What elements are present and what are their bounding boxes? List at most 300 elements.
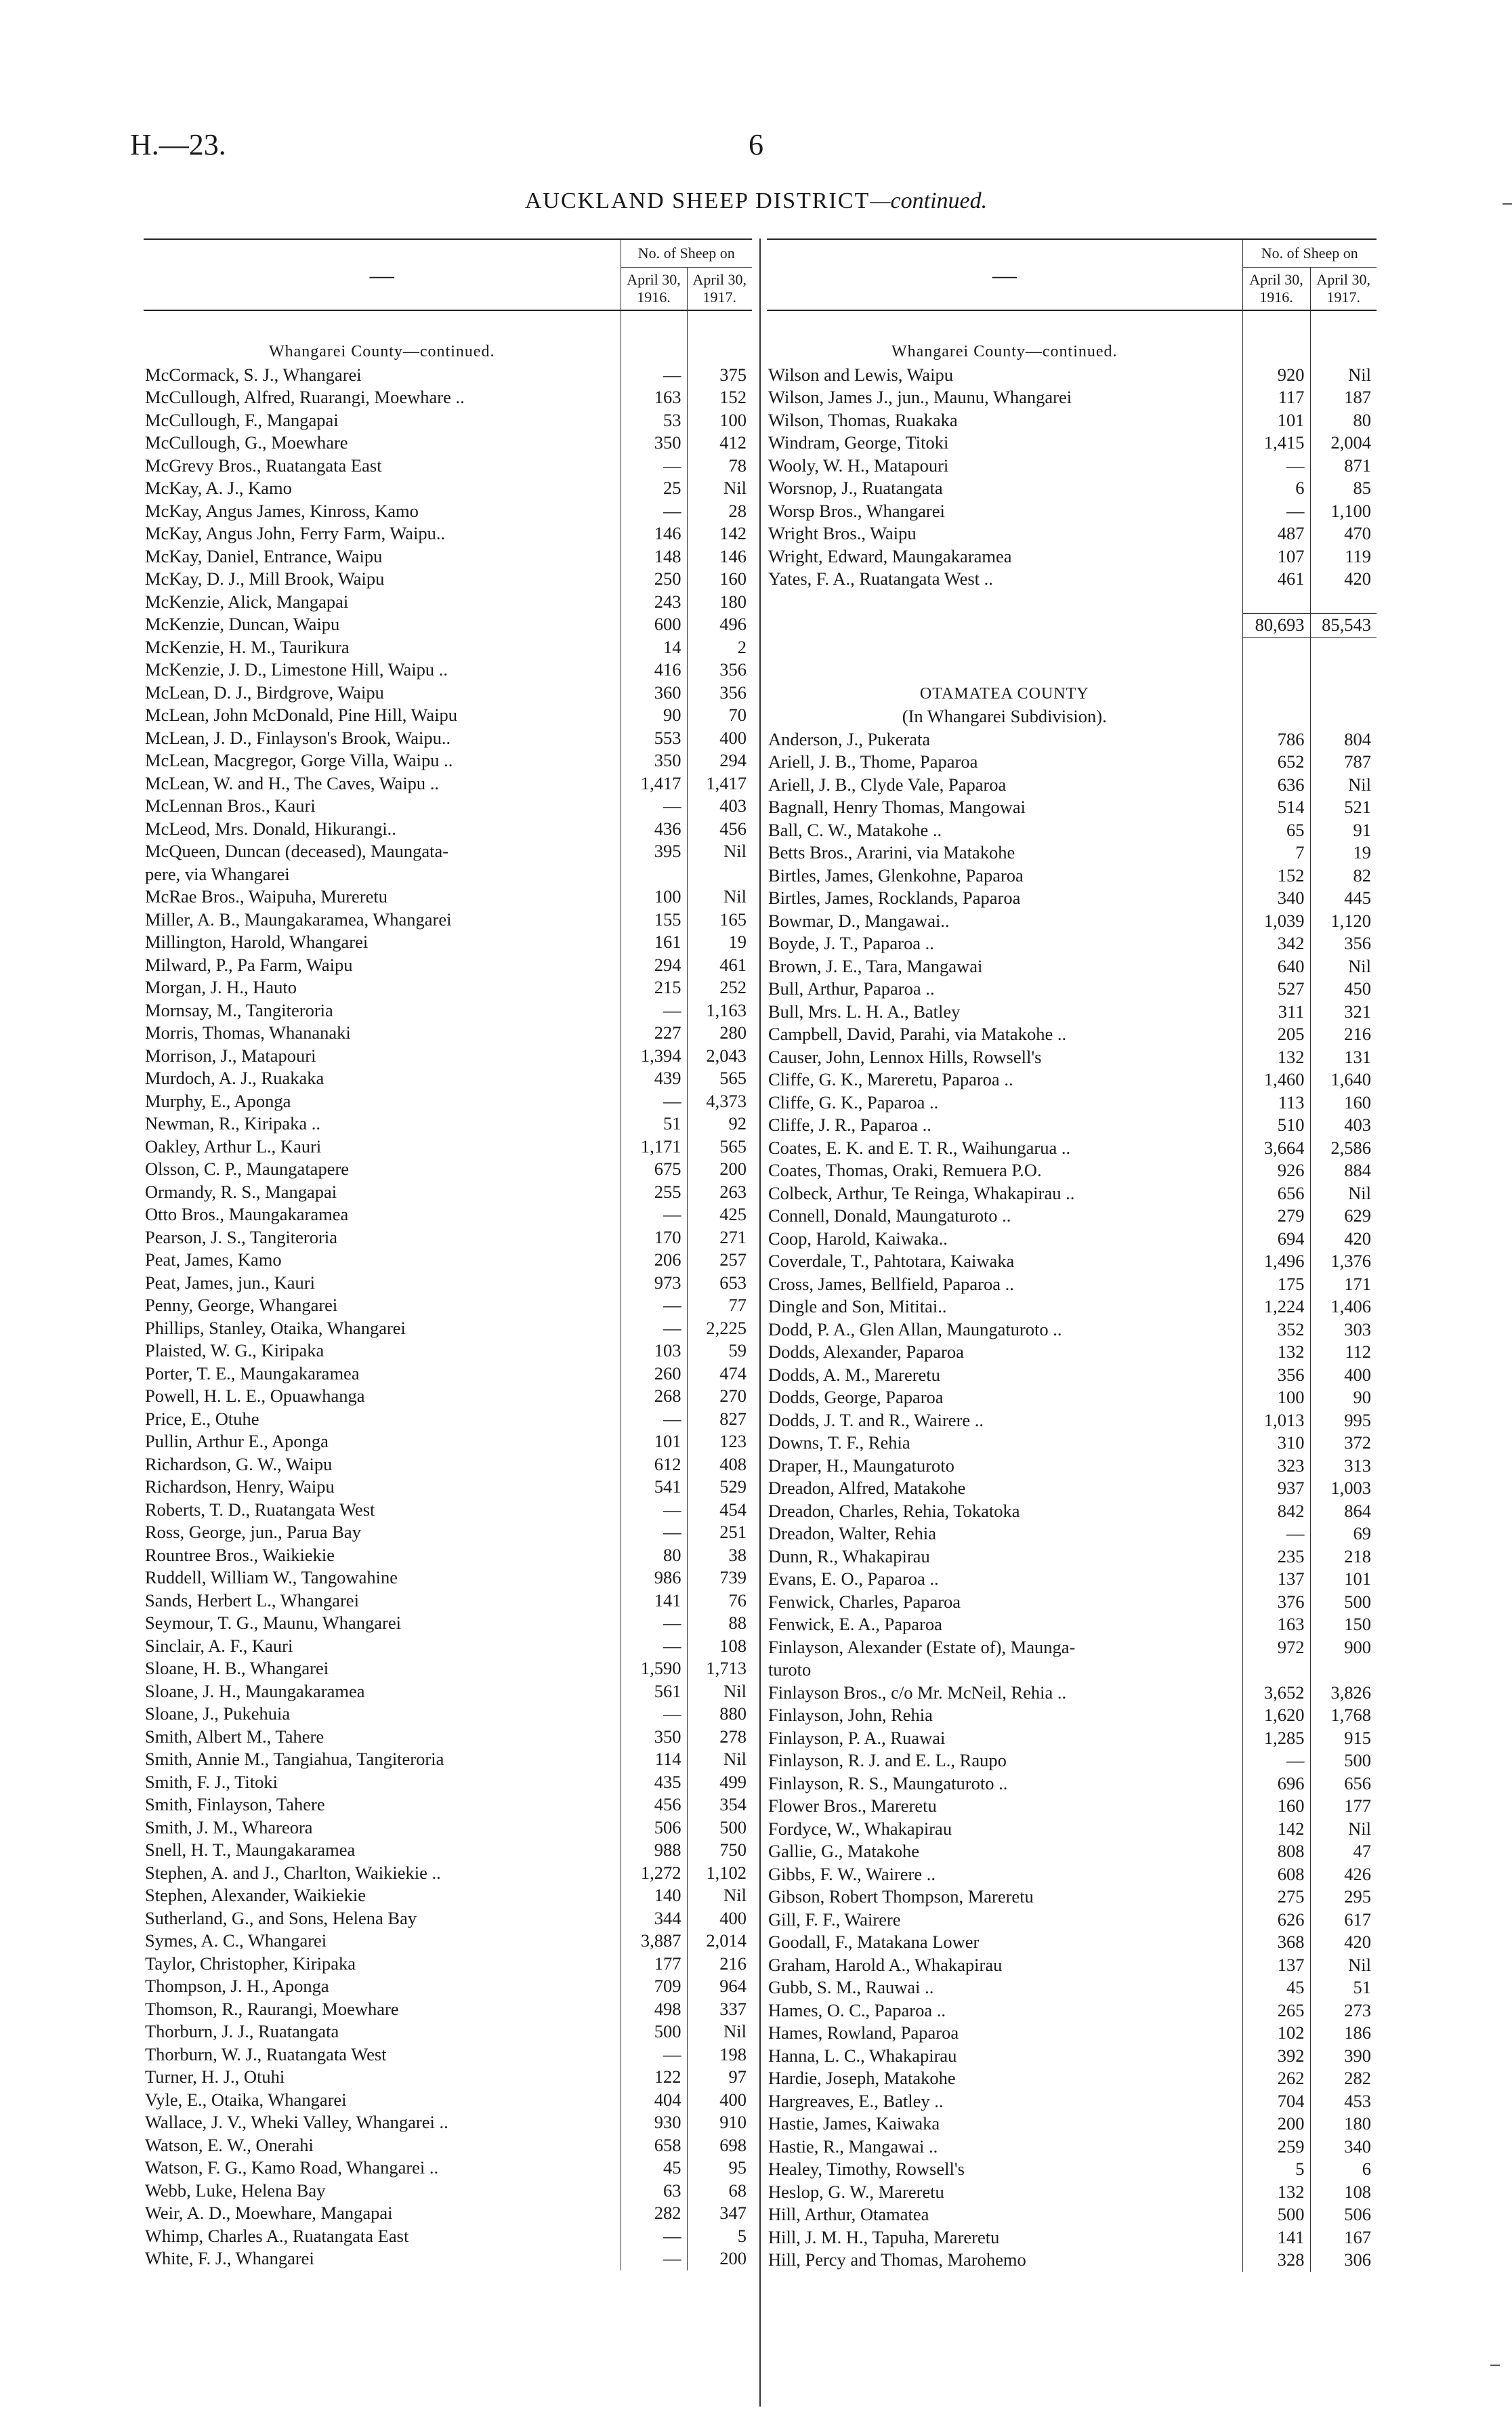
- sheep-1916: 53: [621, 409, 687, 432]
- holder-name: Healey, Timothy, Rowsell's: [768, 2159, 965, 2179]
- table-row: [767, 2158, 1377, 2181]
- sheep-1917: 177: [1310, 1795, 1377, 1818]
- sheep-1917: 28: [687, 500, 752, 523]
- holder-name: Heslop, G. W., Mareretu: [768, 2181, 944, 2202]
- sheep-1917: [1310, 1659, 1377, 1682]
- sheep-1916: —: [621, 1499, 687, 1522]
- sheep-1917: 321: [1310, 1001, 1377, 1024]
- holder-name: Smith, F. J., Titoki: [145, 1771, 278, 1792]
- holder-name: Wright Bros., Waipu: [768, 523, 917, 543]
- sheep-1916: 506: [621, 1816, 687, 1839]
- table-row: [767, 910, 1377, 933]
- table-row: [144, 886, 752, 909]
- holder-name: Hardie, Joseph, Matakohe: [768, 2068, 956, 2088]
- sheep-1916: 456: [621, 1793, 687, 1816]
- sheep-1917: 295: [1310, 1886, 1377, 1909]
- table-row: [767, 545, 1377, 568]
- sheep-1917: 425: [687, 1203, 752, 1226]
- sheep-1916: 986: [621, 1566, 687, 1589]
- holder-name: Hill, J. M. H., Tapuha, Mareretu: [768, 2226, 1000, 2247]
- sheep-1917: 77: [687, 1294, 752, 1317]
- sheep-1916: 1,013: [1242, 1409, 1310, 1432]
- holder-name: Stephen, A. and J., Charlton, Waikiekie ..: [145, 1862, 441, 1883]
- table-row: [144, 2157, 752, 2180]
- sheep-1917: 864: [1310, 1500, 1377, 1523]
- sheep-1917: 200: [687, 2247, 752, 2270]
- sheep-1916: 311: [1242, 1001, 1310, 1024]
- table-row: [144, 1226, 752, 1249]
- holder-name: Dreadon, Alfred, Matakohe: [768, 1478, 966, 1498]
- sheep-1916: [621, 863, 687, 886]
- holder-name: Coates, E. K. and E. T. R., Waihungarua ..: [768, 1137, 1071, 1158]
- sheep-1916: 265: [1242, 1999, 1310, 2022]
- sheep-1917: 454: [687, 1499, 752, 1522]
- sheep-1917: 51: [1310, 1976, 1377, 1999]
- holder-name: Taylor, Christopher, Kiripaka: [145, 1953, 356, 1974]
- holder-name: Dodds, George, Paparoa: [768, 1387, 944, 1407]
- table-row: [767, 1182, 1377, 1205]
- sheep-1916: 1,415: [1242, 432, 1310, 455]
- holder-name: McLean, D. J., Birdgrove, Waipu: [145, 682, 384, 703]
- section-heading: Whangarei County—continued.: [268, 343, 495, 360]
- sheep-1917: 827: [687, 1408, 752, 1431]
- sheep-1916: 973: [621, 1272, 687, 1295]
- sheep-1917: 59: [687, 1339, 752, 1363]
- table-row: [767, 1500, 1377, 1523]
- sheep-1916: 161: [621, 931, 687, 954]
- holder-name: Flower Bros., Mareretu: [768, 1795, 937, 1816]
- sheep-1917: 306: [1310, 2249, 1377, 2272]
- sheep-1917: 2,043: [687, 1045, 752, 1068]
- sheep-1917: 470: [1310, 522, 1377, 545]
- sheep-1916: 141: [621, 1589, 687, 1613]
- sheep-1916: 786: [1242, 728, 1310, 751]
- table-row: [144, 1998, 752, 2021]
- table-row: [767, 1409, 1377, 1432]
- holder-name: Coop, Harold, Kaiwaka..: [768, 1228, 948, 1249]
- holder-name: Oakley, Arthur L., Kauri: [145, 1136, 322, 1157]
- sheep-1917: 180: [1310, 2113, 1377, 2136]
- holder-name: Ariell, J. B., Thome, Paparoa: [768, 751, 978, 772]
- sheep-1916: 137: [1242, 1954, 1310, 1977]
- sheep-1916: 1,620: [1242, 1704, 1310, 1727]
- sheep-1916: 3,652: [1242, 1682, 1310, 1705]
- holder-name: Draper, H., Maungaturoto: [768, 1455, 954, 1476]
- sheep-1916: 5: [1242, 2158, 1310, 2181]
- table-row: [767, 1318, 1377, 1342]
- sheep-1916: —: [621, 1408, 687, 1431]
- sheep-1917: 500: [1310, 1749, 1377, 1772]
- holder-name: Newman, R., Kiripaka ..: [145, 1113, 321, 1134]
- sheep-1917: 108: [687, 1635, 752, 1658]
- holder-name: Graham, Harold A., Whakapirau: [768, 1954, 1003, 1975]
- sheep-1916: 1,590: [621, 1657, 687, 1680]
- sheep-1916: 140: [621, 1884, 687, 1907]
- sheep-1917: 420: [1310, 1228, 1377, 1251]
- sheep-1917: 400: [687, 1907, 752, 1930]
- sheep-1916: 175: [1242, 1273, 1310, 1296]
- table-row: [144, 999, 752, 1022]
- sheep-1916: 170: [621, 1226, 687, 1249]
- sheep-1916: —: [1242, 1522, 1310, 1545]
- title-main: AUCKLAND SHEEP DISTRICT: [524, 188, 870, 213]
- holder-name: Thorburn, W. J., Ruatangata West: [145, 2043, 387, 2064]
- holder-name: Bagnall, Henry Thomas, Mangowai: [768, 797, 1026, 817]
- document-ref: H.—23.: [130, 128, 226, 161]
- sheep-1917: 871: [1310, 455, 1377, 478]
- sheep-1917: Nil: [687, 477, 752, 500]
- holder-name: McCullough, Alfred, Ruarangi, Moewhare ..: [145, 387, 465, 407]
- holder-name: Whimp, Charles A., Ruatangata East: [145, 2225, 409, 2246]
- holder-name: Finlayson, John, Rehia: [768, 1705, 933, 1725]
- sheep-1916: 342: [1242, 932, 1310, 955]
- table-row: [767, 2136, 1377, 2159]
- holder-name: McLean, W. and H., The Caves, Waipu ..: [145, 772, 440, 793]
- sheep-1917: 282: [1310, 2067, 1377, 2090]
- sheep-1916: 6: [1242, 477, 1310, 500]
- holder-name: Sinclair, A. F., Kauri: [145, 1635, 293, 1656]
- holder-name: McKenzie, Alick, Mangapai: [145, 591, 349, 612]
- table-row: [767, 1954, 1377, 1977]
- sheep-1916: 63: [621, 2180, 687, 2203]
- table-row: [767, 522, 1377, 545]
- sheep-1917: 80: [1310, 409, 1377, 432]
- table-row: [767, 1522, 1377, 1545]
- table-row: [144, 1930, 752, 1953]
- sheep-1916: 656: [1242, 1182, 1310, 1205]
- table-row: [767, 1795, 1377, 1818]
- sheep-1917: 565: [687, 1067, 752, 1090]
- sheep-1916: —: [621, 1612, 687, 1635]
- sheep-1917: 521: [1310, 796, 1377, 819]
- table-row: [767, 2022, 1377, 2045]
- sheep-1917: 92: [687, 1112, 752, 1136]
- table-row: [144, 500, 752, 523]
- sheep-1917: 82: [1310, 865, 1377, 888]
- table-row: [767, 1386, 1377, 1409]
- table-row: [144, 2134, 752, 2157]
- table-row: [144, 1771, 752, 1794]
- sheep-1916: 360: [621, 682, 687, 705]
- sheep-1917: 171: [1310, 1273, 1377, 1296]
- table-row: [144, 954, 752, 977]
- sheep-1917: 656: [1310, 1772, 1377, 1795]
- sheep-1917: 1,003: [1310, 1477, 1377, 1500]
- holder-name: McKay, Angus James, Kinross, Kamo: [145, 500, 419, 521]
- holder-name: Causer, John, Lennox Hills, Rowsell's: [768, 1046, 1042, 1067]
- table-row: [767, 1046, 1377, 1069]
- sheep-1917: 2,014: [687, 1930, 752, 1953]
- sheep-1917: 119: [1310, 545, 1377, 568]
- sheep-1916: 1,285: [1242, 1727, 1310, 1750]
- table-row: [767, 432, 1377, 455]
- table-row: [144, 1657, 752, 1680]
- holder-name: Sloane, J. H., Maungakaramea: [145, 1680, 365, 1701]
- sheep-1916: —: [621, 1090, 687, 1113]
- holder-name: McKenzie, J. D., Limestone Hill, Waipu ..: [145, 659, 448, 680]
- table-row: [767, 1863, 1377, 1886]
- sheep-1917: 218: [1310, 1545, 1377, 1568]
- table-row: [144, 2180, 752, 2203]
- table-row: [144, 909, 752, 932]
- sheep-1917: 280: [687, 1022, 752, 1045]
- table-row: [767, 455, 1377, 478]
- sheep-1916: 100: [1242, 1386, 1310, 1409]
- sheep-1917: 420: [1310, 568, 1377, 591]
- sheep-1916: 344: [621, 1907, 687, 1930]
- table-row: [144, 1499, 752, 1522]
- sheep-1916: 350: [621, 1726, 687, 1749]
- sheep-1916: 350: [621, 749, 687, 772]
- table-row: [767, 1250, 1377, 1273]
- sheep-1916: 177: [621, 1953, 687, 1976]
- holder-name: Cliffe, J. R., Paparoa ..: [768, 1115, 931, 1135]
- sheep-1917: 1,102: [687, 1862, 752, 1885]
- holder-name: Smith, J. M., Whareora: [145, 1816, 313, 1837]
- table-row: [767, 568, 1377, 591]
- sheep-1917: 356: [687, 659, 752, 682]
- sheep-1917: 910: [687, 2111, 752, 2134]
- sheep-1917: 200: [687, 1158, 752, 1181]
- holder-name: Watson, F. G., Kamo Road, Whangarei ..: [145, 2157, 439, 2178]
- table-row: [144, 1521, 752, 1544]
- table-row: [144, 1339, 752, 1363]
- sheep-1916: 553: [621, 727, 687, 750]
- table-row: [767, 2226, 1377, 2249]
- sheep-1916: —: [621, 2247, 687, 2270]
- sheep-1916: —: [621, 1317, 687, 1340]
- sheep-1916: 608: [1242, 1863, 1310, 1886]
- sheep-1917: 123: [687, 1430, 752, 1453]
- holder-name: Birtles, James, Rocklands, Paparoa: [768, 888, 1021, 908]
- sheep-1917: 4,373: [687, 1090, 752, 1113]
- holder-name: Finlayson, P. A., Ruawai: [768, 1727, 946, 1748]
- sheep-1917: 400: [1310, 1364, 1377, 1387]
- table-row: [767, 1273, 1377, 1296]
- sheep-1917: Nil: [1310, 774, 1377, 797]
- table-row: [144, 1385, 752, 1408]
- sheep-1917: 629: [1310, 1205, 1377, 1228]
- sheep-1917: 445: [1310, 887, 1377, 910]
- sheep-1916: 561: [621, 1680, 687, 1703]
- sheep-1917: 19: [687, 931, 752, 954]
- table-row: [767, 1364, 1377, 1387]
- sheep-1917: 347: [687, 2202, 752, 2225]
- table-row: [767, 751, 1377, 774]
- sheep-1917: 412: [687, 432, 752, 455]
- holder-name: Fenwick, Charles, Paparoa: [768, 1591, 961, 1612]
- table-row: [144, 1045, 752, 1068]
- header-1916: April 30, 1916.: [1242, 268, 1310, 311]
- holder-name: McKay, Angus John, Ferry Farm, Waipu..: [145, 523, 446, 543]
- sheep-1916: 122: [621, 2066, 687, 2089]
- sheep-1916: 527: [1242, 978, 1310, 1001]
- holder-name: Dreadon, Charles, Rehia, Tokatoka: [768, 1500, 1020, 1521]
- table-row: [767, 1931, 1377, 1954]
- holder-name: Worsp Bros., Whangarei: [768, 500, 945, 521]
- table-row: [144, 1136, 752, 1159]
- table-row: [144, 1839, 752, 1862]
- table-row: [144, 2202, 752, 2225]
- holder-name: Betts Bros., Ararini, via Matakohe: [768, 842, 1015, 862]
- holder-name: Brown, J. E., Tara, Mangawai: [768, 955, 983, 976]
- holder-name: Fordyce, W., Whakapirau: [768, 1818, 952, 1839]
- sheep-1917: 257: [687, 1249, 752, 1272]
- holder-name: Hill, Arthur, Otamatea: [768, 2204, 929, 2224]
- sheep-1917: Nil: [687, 2020, 752, 2043]
- holder-name: Dodds, A. M., Mareretu: [768, 1364, 940, 1385]
- subsection-heading: (In Whangarei Subdivision).: [902, 706, 1107, 726]
- sheep-1917: 88: [687, 1612, 752, 1635]
- holder-name: McGrevy Bros., Ruatangata East: [145, 455, 382, 476]
- table-row: [144, 727, 752, 750]
- holder-name: Miller, A. B., Maungakaramea, Whangarei: [145, 909, 452, 930]
- table-row: [767, 2181, 1377, 2204]
- holder-name: Milward, P., Pa Farm, Waipu: [145, 954, 353, 975]
- sheep-1916: 541: [621, 1476, 687, 1499]
- holder-name: McCullough, G., Moewhare: [145, 432, 348, 453]
- table-row: [767, 477, 1377, 500]
- holder-name: Murdoch, A. J., Ruakaka: [145, 1068, 324, 1088]
- table-row: [144, 704, 752, 727]
- sheep-1917: 354: [687, 1793, 752, 1816]
- page-number: 6: [749, 128, 763, 161]
- holder-name: Coverdale, T., Pahtotara, Kaiwaka: [768, 1251, 1015, 1271]
- sheep-1916: 709: [621, 1975, 687, 1998]
- sheep-1917: 95: [687, 2157, 752, 2180]
- holder-name: Turner, H. J., Otuhi: [145, 2066, 285, 2087]
- sheep-1917: 5: [687, 2225, 752, 2248]
- table-row: [144, 795, 752, 818]
- table-row: [144, 1680, 752, 1703]
- sheep-1916: 51: [621, 1112, 687, 1136]
- table-row: [767, 1341, 1377, 1364]
- sheep-1917: 270: [687, 1385, 752, 1408]
- sheep-1917: 186: [1310, 2022, 1377, 2045]
- table-row: [144, 1090, 752, 1113]
- sheep-1917: 251: [687, 1521, 752, 1544]
- sheep-1917: 1,163: [687, 999, 752, 1022]
- holder-name: McLean, Macgregor, Gorge Villa, Waipu ..: [145, 750, 453, 770]
- table-row: [767, 386, 1377, 409]
- sheep-1916: 90: [621, 704, 687, 727]
- holder-name: Dodds, J. T. and R., Wairere ..: [768, 1409, 984, 1430]
- sheep-1917: 739: [687, 1566, 752, 1589]
- sheep-1917: 698: [687, 2134, 752, 2157]
- sheep-1917: 3,826: [1310, 1682, 1377, 1705]
- holder-name: Sloane, J., Pukehuia: [145, 1703, 291, 1724]
- sheep-1917: 76: [687, 1589, 752, 1613]
- sheep-1917: 252: [687, 976, 752, 999]
- sheep-1916: —: [1242, 455, 1310, 478]
- sheep-1916: 260: [621, 1363, 687, 1386]
- table-row: [144, 840, 752, 863]
- holder-name: Sutherland, G., and Sons, Helena Bay: [145, 1907, 417, 1928]
- sheep-1917: 403: [687, 795, 752, 818]
- sheep-1916: 704: [1242, 2090, 1310, 2113]
- sheep-1917: 426: [1310, 1863, 1377, 1886]
- table-row: [144, 818, 752, 841]
- holder-name: Dreadon, Walter, Rehia: [768, 1523, 936, 1543]
- right-sheep-table: [767, 238, 1377, 2272]
- sheep-1916: 45: [1242, 1976, 1310, 1999]
- sheep-1917: 101: [1310, 1568, 1377, 1591]
- table-row: [767, 819, 1377, 842]
- sheep-1916: 498: [621, 1998, 687, 2021]
- sheep-1916: —: [621, 455, 687, 478]
- sheep-1917: 1,406: [1310, 1295, 1377, 1318]
- sheep-1917: 750: [687, 1839, 752, 1862]
- holder-name: Pearson, J. S., Tangiteroria: [145, 1226, 337, 1247]
- sheep-1916: 352: [1242, 1318, 1310, 1342]
- table-row: [144, 2066, 752, 2089]
- holder-name: Dodd, P. A., Glen Allan, Maungaturoto ..: [768, 1318, 1062, 1339]
- table-row: [767, 1704, 1377, 1727]
- table-row: [767, 1477, 1377, 1500]
- holder-name: Peat, James, Kamo: [145, 1249, 282, 1270]
- holder-name: Powell, H. L. E., Opuawhanga: [145, 1386, 365, 1406]
- holder-name: Cliffe, G. K., Paparoa ..: [768, 1091, 939, 1112]
- sheep-1916: —: [621, 1521, 687, 1544]
- holder-name: McLennan Bros., Kauri: [145, 795, 316, 816]
- sheep-1917: 565: [687, 1136, 752, 1159]
- sheep-1917: 69: [1310, 1522, 1377, 1545]
- sheep-1916: 141: [1242, 2226, 1310, 2249]
- table-row: [767, 1432, 1377, 1455]
- sheep-1917: 400: [687, 727, 752, 750]
- sheep-1916: 1,417: [621, 772, 687, 795]
- sheep-1917: 617: [1310, 1909, 1377, 1932]
- holder-name: McQueen, Duncan (deceased), Maungata-: [145, 841, 449, 861]
- table-row: [767, 865, 1377, 888]
- sheep-1917: 6: [1310, 2158, 1377, 2181]
- holder-name: Coates, Thomas, Oraki, Remuera P.O.: [768, 1160, 1042, 1180]
- holder-name: Richardson, Henry, Waipu: [145, 1476, 335, 1497]
- table-row: [767, 1205, 1377, 1228]
- table-row: [767, 1613, 1377, 1636]
- sheep-1917: Nil: [687, 886, 752, 909]
- holder-name: Price, E., Otuhe: [145, 1408, 259, 1429]
- sheep-1916: 206: [621, 1249, 687, 1272]
- sheep-1916: 1,272: [621, 1862, 687, 1885]
- table-row: [767, 2113, 1377, 2136]
- holder-name: Gallie, G., Matakohe: [768, 1841, 919, 1861]
- holder-name: Thomson, R., Raurangi, Moewhare: [145, 1998, 399, 2019]
- sheep-1916: 926: [1242, 1159, 1310, 1182]
- holder-name: Worsnop, J., Ruatangata: [768, 478, 943, 498]
- section-heading: Whangarei County—continued.: [891, 343, 1118, 360]
- sheep-1917: Nil: [687, 1748, 752, 1771]
- sheep-1916: 114: [621, 1748, 687, 1771]
- title-continued: —continued.: [870, 188, 988, 213]
- sheep-1916: 215: [621, 976, 687, 999]
- holder-name: Penny, George, Whangarei: [145, 1295, 338, 1315]
- holder-name: Dodds, Alexander, Paparoa: [768, 1342, 964, 1362]
- holder-name: Hanna, L. C., Whakapirau: [768, 2045, 957, 2066]
- table-row: [144, 1862, 752, 1885]
- table-row: [144, 1703, 752, 1726]
- sheep-1916: 155: [621, 909, 687, 932]
- holder-name: Ball, C. W., Matakohe ..: [768, 819, 942, 840]
- sheep-1916: 439: [621, 1067, 687, 1090]
- holder-name: Ormandy, R. S., Mangapai: [145, 1181, 337, 1202]
- sheep-1916: 626: [1242, 1909, 1310, 1932]
- holder-name: Roberts, T. D., Ruatangata West: [145, 1499, 375, 1520]
- sheep-1917: 263: [687, 1181, 752, 1204]
- sheep-1917: 273: [1310, 1999, 1377, 2022]
- holder-name: Sloane, H. B., Whangarei: [145, 1658, 329, 1678]
- table-row: [144, 432, 752, 455]
